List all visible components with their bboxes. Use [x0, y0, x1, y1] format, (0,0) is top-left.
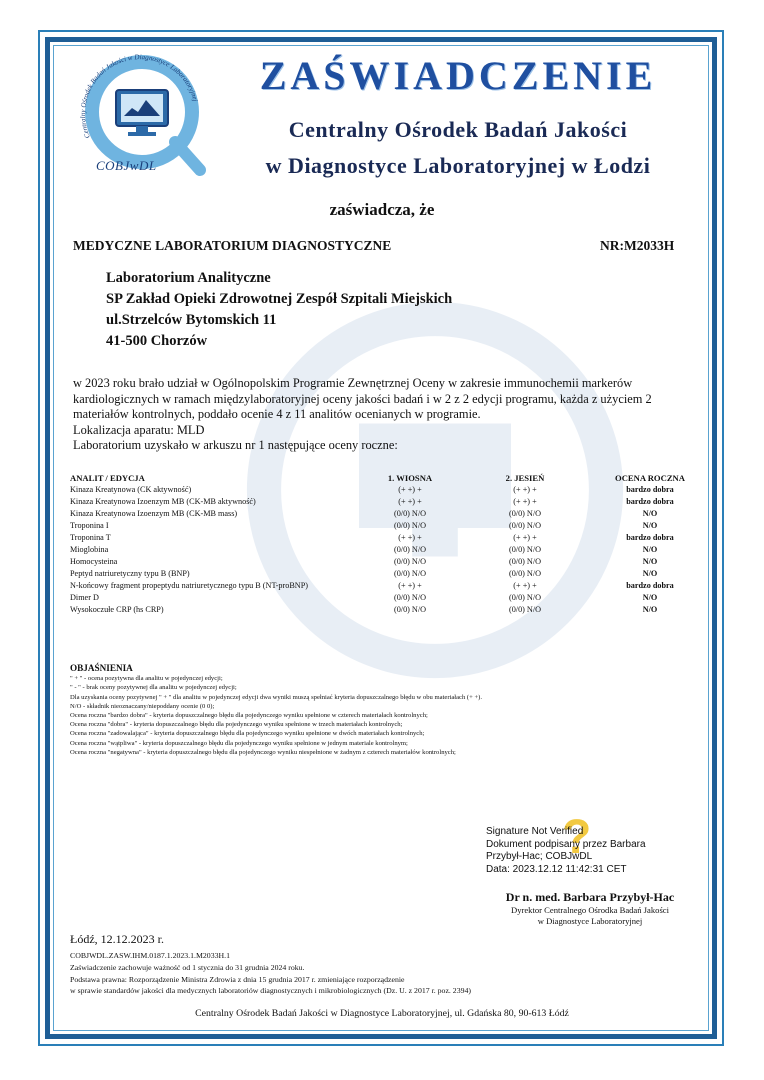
signature-status-icon: ?	[562, 811, 592, 864]
legend-line: Ocena roczna "zadowalająca" - kryteria dopuszczalnego błędu dla pojedynczego wyniku spełnione w dwóch materiałach kontrolnych;	[70, 730, 425, 738]
signer-role-line2: w Diagnostyce Laboratoryjnej	[537, 916, 643, 926]
certifies-text: zaświadcza, że	[329, 200, 435, 219]
spring-result: (0/0) N/O	[393, 509, 427, 518]
institution-line1: Centralny Ośrodek Badań Jakości	[288, 117, 628, 142]
autumn-result: (0/0) N/O	[508, 569, 542, 578]
spring-result: (0/0) N/O	[393, 557, 427, 566]
spring-result: (+ +) +	[398, 581, 422, 590]
legend	[70, 664, 710, 757]
table-row	[70, 556, 710, 568]
analyte-name: Kinaza Kreatynowa Izoenzym MB (CK-MB aktywność)	[70, 497, 256, 506]
logo-text: COBJwDL	[96, 158, 157, 173]
annual-grade: N/O	[642, 593, 658, 602]
table-row	[70, 580, 710, 592]
digital-signature	[486, 826, 646, 876]
legend-line: Ocena roczna "wątpliwa" - kryteria dopuszczalnego błędu dla pojedynczego wyniku spełnione w jednym materiale kontrolnym;	[70, 739, 408, 747]
issue-date: Łódź, 12.12.2023 r.	[70, 932, 164, 946]
legend-line: " + " - ocena pozytywna dla analitu w pojedynczej edycji;	[70, 675, 223, 683]
sheet-intro: Laboratorium uzyskało w arkuszu nr 1 następujące oceny roczne:	[73, 438, 398, 452]
autumn-result: (+ +) +	[513, 497, 537, 506]
signer-role-line1: Dyrektor Centralnego Ośrodka Badań Jakości	[511, 905, 669, 915]
annual-grade: N/O	[642, 605, 658, 614]
document-title: ZAŚWIADCZENIE	[259, 53, 657, 98]
lab-street: ul.Strzelców Bytomskich 11	[106, 312, 277, 328]
spring-result: (0/0) N/O	[393, 593, 427, 602]
table-row	[70, 520, 710, 532]
table-row	[70, 484, 710, 496]
lab-number: NR:M2033H	[600, 238, 675, 253]
annual-grade: bardzo dobra	[626, 533, 674, 542]
analyte-name: Wysokoczułe CRP (hs CRP)	[70, 605, 164, 614]
lab-org: SP Zakład Opieki Zdrowotnej Zespół Szpitali Miejskich	[106, 291, 453, 307]
annual-grade: N/O	[642, 569, 658, 578]
analyte-name: Kinaza Kreatynowa Izoenzym MB (CK-MB mass)	[70, 509, 238, 518]
signer-block	[470, 890, 710, 927]
signature-signer: Dokument podpisany przez Barbara	[486, 838, 646, 850]
header-autumn: 2. JESIEŃ	[505, 473, 545, 483]
analyte-name: Dimer D	[70, 593, 99, 602]
annual-grade: N/O	[642, 509, 658, 518]
legend-line: N/O - składnik nieoznaczany/niepoddany ocenie (0 0);	[70, 702, 215, 710]
analyte-name: N-końcowy fragment propeptydu natriuretycznego typu B (NT-proBNP)	[70, 581, 308, 590]
header-analyte: ANALIT / EDYCJA	[70, 473, 145, 483]
legal-basis-line2: w sprawie standardów jakości dla medycznych laboratoriów diagnostycznych i mikrobiologicznych (Dz. U. z 2017 r. poz. 2394)	[70, 986, 471, 996]
annual-grade: N/O	[642, 557, 658, 566]
analyte-name: Kinaza Kreatynowa (CK aktywność)	[70, 485, 192, 494]
legend-line: " - " - brak oceny pozytywnej dla analitu w pojedynczej edycji;	[70, 684, 237, 692]
spring-result: (0/0) N/O	[393, 569, 427, 578]
analyte-name: Homocysteina	[70, 557, 118, 566]
analyte-name: Peptyd natriuretyczny typu B (BNP)	[70, 569, 190, 578]
table-row	[70, 532, 710, 544]
annual-grade: bardzo dobra	[626, 581, 674, 590]
legend-line: Ocena roczna "bardzo dobra" - kryteria dopuszczalnego błędu dla pojedynczego wyniku spełnione w czterech materiałach kontrolnych;	[70, 712, 428, 720]
autumn-result: (0/0) N/O	[508, 557, 542, 566]
spring-result: (+ +) +	[398, 485, 422, 494]
analyte-name: Mioglobina	[70, 545, 109, 554]
autumn-result: (+ +) +	[513, 485, 537, 494]
institution-address: Centralny Ośrodek Badań Jakości w Diagnostyce Laboratoryjnej, ul. Gdańska 80, 90-613 Łódź	[195, 1008, 569, 1019]
table-row	[70, 544, 710, 556]
annual-grade: bardzo dobra	[626, 485, 674, 494]
legend-title: OBJAŚNIENIA	[70, 663, 133, 673]
footer-details	[70, 950, 710, 997]
lab-address	[106, 268, 452, 352]
institution-line2: w Diagnostyce Laboratoryjnej w Łodzi	[265, 153, 651, 178]
signature-status: Signature Not Verified	[486, 826, 584, 837]
autumn-result: (0/0) N/O	[508, 605, 542, 614]
table-row	[70, 508, 710, 520]
signature-org: Przybył-Hac; COBJwDL	[486, 851, 593, 862]
autumn-result: (0/0) N/O	[508, 521, 542, 530]
autumn-result: (0/0) N/O	[508, 545, 542, 554]
signature-date: Data: 2023.12.12 11:42:31 CET	[486, 863, 627, 875]
table-row	[70, 568, 710, 580]
legend-line: Ocena roczna "negatywna" - kryteria dopuszczalnego błędu dla pojedynczego wyniku niespełnione w żadnym z czterech materiałów kontrolnych;	[70, 748, 456, 756]
legend-line: Dla uzyskania oceny pozytywnej " + " dla analitu w pojedynczej edycji dwa wyniki muszą spełniać kryteria dopuszczalnego błędu w obu materiałach (+ +).	[70, 693, 483, 701]
validity-text: Zaświadczenie zachowuje ważność od 1 stycznia do 31 grudnia 2024 roku.	[70, 962, 305, 972]
lab-type: MEDYCZNE LABORATORIUM DIAGNOSTYCZNE	[73, 238, 392, 253]
annual-grade: bardzo dobra	[626, 497, 674, 506]
header-annual: OCENA ROCZNA	[615, 473, 685, 483]
legal-basis-line1: Podstawa prawna: Rozporządzenie Ministra Zdrowia z dnia 15 grudnia 2017 r. zmieniające rozporządzenie	[70, 974, 405, 984]
annual-grade: N/O	[642, 545, 658, 554]
spring-result: (+ +) +	[398, 533, 422, 542]
body-text	[73, 376, 703, 454]
spring-result: (+ +) +	[398, 497, 422, 506]
autumn-result: (0/0) N/O	[508, 593, 542, 602]
participation-paragraph: w 2023 roku brało udział w Ogólnopolskim Programie Zewnętrznej Oceny w zakresie immunochemii markerów kardiologicznych w ramach międzylaboratoryjnej oceny jakości badań i w 2 z 2 edycji programu, każda z użyciem 2 materiałów kontrolnych, poddało ocenie 4 z 11 analitów ocenianych w programie.	[73, 376, 652, 421]
table-row	[70, 592, 710, 604]
analyte-name: Troponina I	[70, 521, 109, 530]
autumn-result: (+ +) +	[513, 533, 537, 542]
table-row	[70, 604, 710, 616]
signer-name: Dr n. med. Barbara Przybył-Hac	[505, 890, 675, 904]
spring-result: (0/0) N/O	[393, 545, 427, 554]
device-location: Lokalizacja aparatu: MLD	[73, 422, 205, 437]
autumn-result: (+ +) +	[513, 581, 537, 590]
annual-grade: N/O	[642, 521, 658, 530]
header-spring: 1. WIOSNA	[387, 473, 433, 483]
analyte-name: Troponina T	[70, 533, 111, 542]
spring-result: (0/0) N/O	[393, 605, 427, 614]
legend-line: Ocena roczna "dobra" - kryteria dopuszczalnego błędu dla pojedynczego wyniku spełnione w trzech materiałach kontrolnych;	[70, 721, 403, 729]
results-table	[70, 472, 710, 616]
lab-city: 41-500 Chorzów	[106, 333, 208, 349]
autumn-result: (0/0) N/O	[508, 509, 542, 518]
table-row	[70, 496, 710, 508]
table-header-row	[70, 472, 710, 484]
reference-number: COBJWDL.ZASW.IHM.0187.1.2023.1.M2033H.1	[70, 951, 230, 960]
spring-result: (0/0) N/O	[393, 521, 427, 530]
logo-ring-text: Centralny Ośrodek Badań Jakości w Diagnostyce Laboratoryjnej	[79, 53, 200, 140]
lab-name: Laboratorium Analityczne	[106, 270, 271, 286]
